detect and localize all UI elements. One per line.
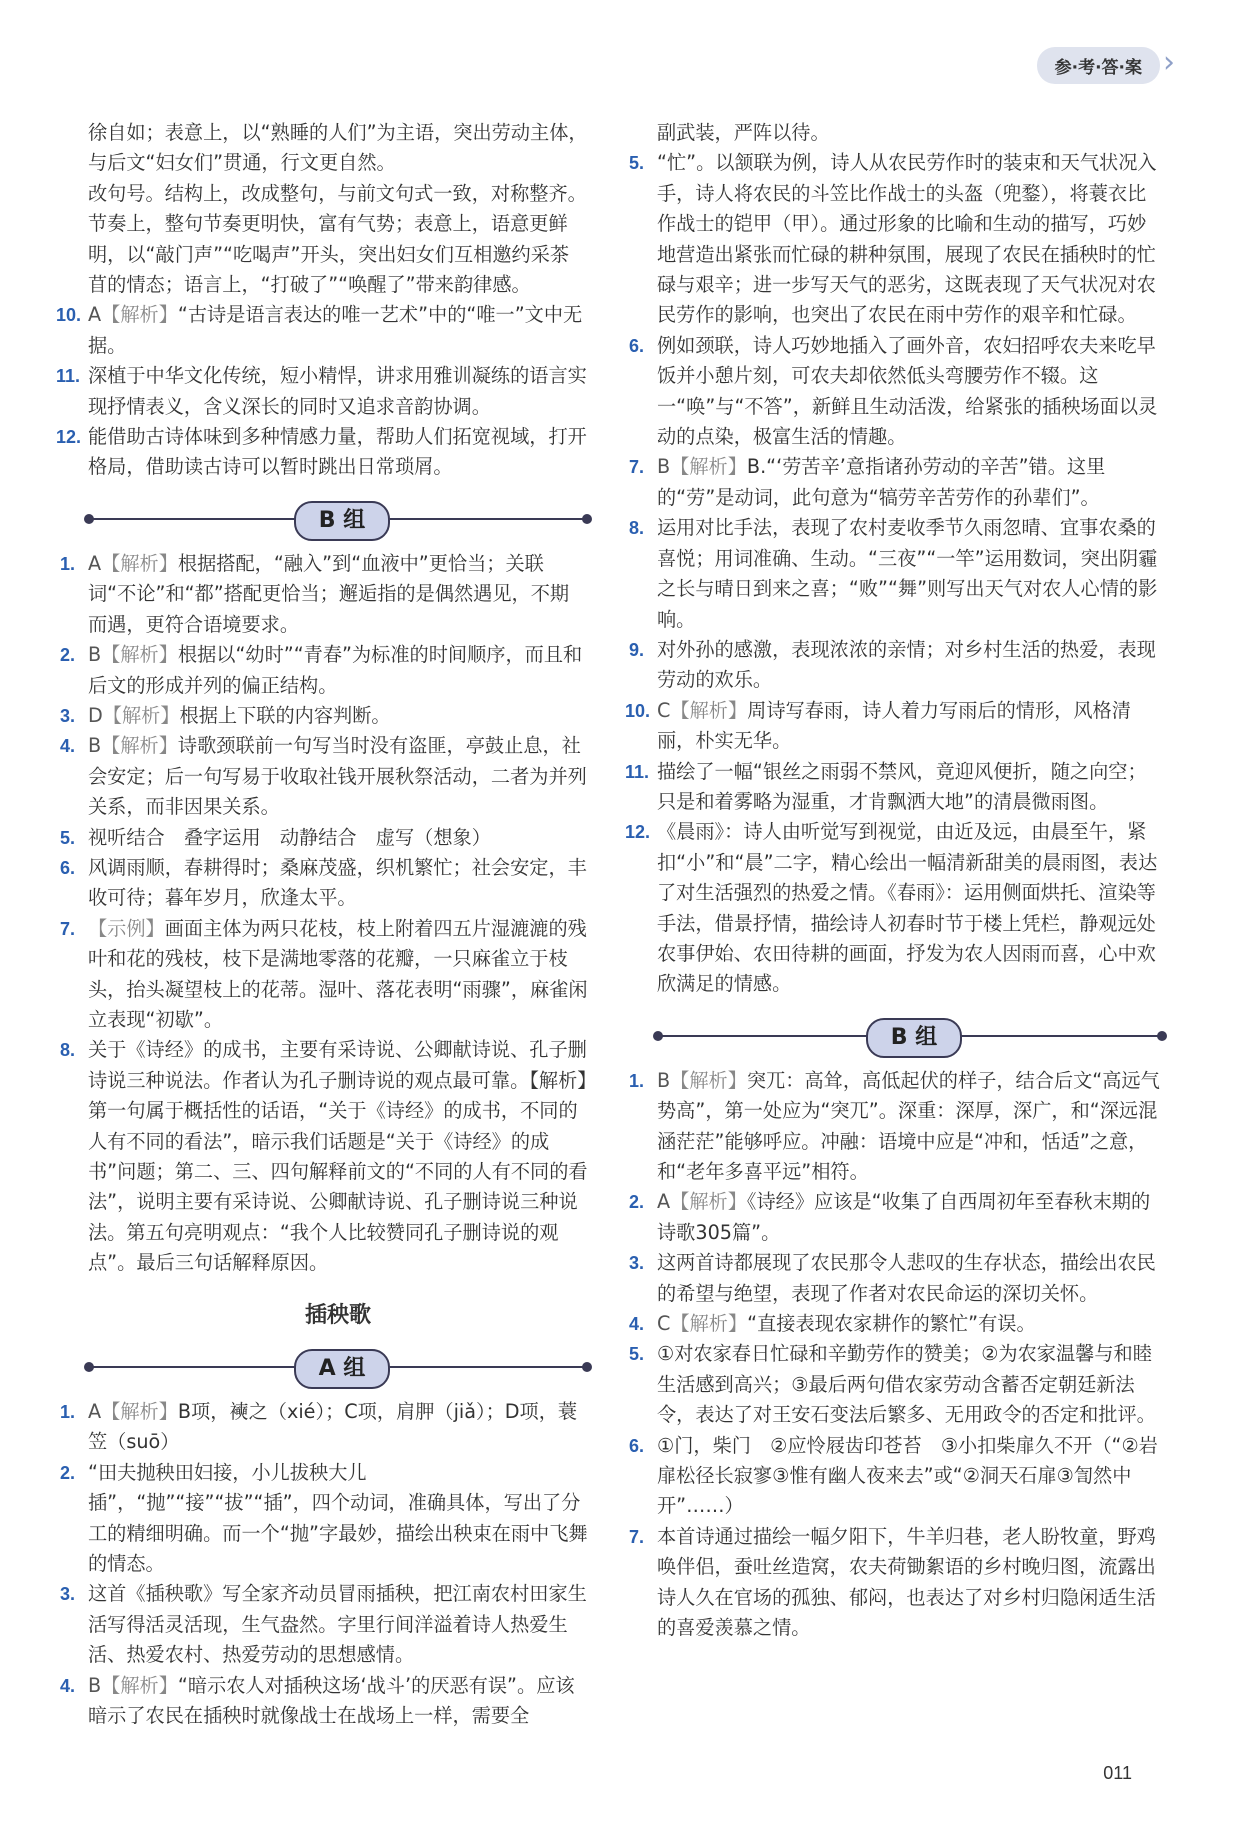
item-number: 1. xyxy=(60,553,76,574)
item-number: 10. xyxy=(625,700,651,721)
analysis-tag: 【解析】 xyxy=(670,455,747,479)
answer-text: 本首诗通过描绘一幅夕阳下，牛羊归巷，老人盼牧童，野鸡唤伴侣，蚕吐丝造窝，农夫荷锄絮语的乡村晚归图，流露出诗人久在官场的孤独、郁闷，也表达了对乡村归隐闲适生活的喜爱羡慕之情。 xyxy=(657,1524,1156,1640)
answer-item xyxy=(60,549,588,640)
analysis-tag: 【解析】 xyxy=(101,1673,178,1697)
analysis-tag: 【解析】 xyxy=(670,1068,747,1092)
answer-letter: B xyxy=(88,1673,102,1697)
answer-text: 根据以“幼时”“青春”为标准的时间顺序，而且和后文的形成并列的偏正结构。 xyxy=(88,643,583,697)
answer-letter: C xyxy=(657,698,671,722)
group-badge: A 组 xyxy=(294,1349,390,1389)
answer-item xyxy=(629,148,1163,330)
answer-text: 视听结合 叠字运用 动静结合 虚写（想象） xyxy=(88,825,491,849)
answer-text: “古诗是语言表达的唯一艺术”中的“唯一”文中无据。 xyxy=(88,303,583,357)
answer-text: 描绘了一幅“银丝之雨弱不禁风，竟迎风便折，随之向空；只是和着雾略为湿重，才肯飘洒大地”的清晨微雨图。 xyxy=(657,759,1147,813)
answer-letter: B xyxy=(657,1068,671,1092)
answer-text: 《诗经》应该是“收集了自西周初年至春秋末期的诗歌305篇”。 xyxy=(657,1190,1151,1244)
item-number: 11. xyxy=(56,366,81,387)
item-number: 12. xyxy=(625,822,651,843)
answer-text: 这两首诗都展现了农民那令人悲叹的生存状态，描绘出农民的希望与绝望，表现了作者对农民命运的深切关怀。 xyxy=(657,1251,1156,1305)
group-divider xyxy=(60,1347,588,1387)
answer-item xyxy=(60,640,588,701)
answer-item xyxy=(629,331,1163,453)
answer-item xyxy=(60,1579,588,1670)
answer-text: “直接表现农家耕作的繁忙”有误。 xyxy=(747,1312,1036,1336)
answer-text: 根据搭配，“融入”到“血液中”更恰当；关联词“不论”和“都”搭配更恰当；邂逅指的是偶然遇见，不期而遇，更符合语境要求。 xyxy=(88,551,570,636)
answer-item xyxy=(629,1431,1163,1522)
item-number: 4. xyxy=(629,1314,645,1335)
item-number: 4. xyxy=(60,736,76,757)
analysis-tag: 【解析】 xyxy=(101,643,178,667)
answer-item xyxy=(56,300,588,361)
analysis-tag: 【解析】 xyxy=(101,551,178,575)
answer-letter: D xyxy=(88,703,103,727)
answer-text: 《晨雨》：诗人由听觉写到视觉，由近及远，由晨至午，紧扣“小”和“晨”二字，精心绘出一幅清新甜美的晨雨图，表达了对生活强烈的热爱之情。《春雨》：运用侧面烘托、渲染等手法，借景抒情，描绘诗人初春时节于楼上凭栏，静观远处农事伊始、农田待耕的画面，抒发为农人因雨而喜，心中欢欣满足的情感。 xyxy=(657,820,1158,996)
answer-letter: A xyxy=(88,303,102,327)
answer-item xyxy=(60,1397,588,1458)
answer-item xyxy=(60,731,588,822)
answer-text: 画面主体为两只花枝，枝上附着四五片湿漉漉的残叶和花的残枝，枝下是满地零落的花瓣，一只麻雀立于枝头，抬头凝望枝上的花蒂。湿叶、落花表明“雨骤”，麻雀闲立表现“初歇”。 xyxy=(88,916,588,1031)
answer-item xyxy=(629,1339,1163,1430)
answer-text: 深植于中华文化传统，短小精悍，讲求用雅训凝练的语言实现抒情表义，含义深长的同时又追求音韵协调。 xyxy=(88,364,587,418)
answer-item xyxy=(60,701,588,731)
item-number: 9. xyxy=(629,639,645,660)
answer-text: 关于《诗经》的成书，主要有采诗说、公卿献诗说、孔子删诗说三种说法。作者认为孔子删诗说的观点最可靠。【解析】第一句属于概括性的话语，“关于《诗经》的成书，不同的人有不同的看法”，暗示我们话题是“关于《诗经》的成书”问题；第二、三、四句解释前文的“不同的人有不同的看法”，说明主要有采诗说、公卿献诗说、孔子删诗说三种说法。第五句亮明观点：“我个人比较赞同孔子删诗说的观点”。最后三句话解释原因。 xyxy=(88,1038,588,1275)
page-number: 011 xyxy=(1103,1763,1132,1783)
answer-text: “田夫抛秧田妇接，小儿拔秧大儿插”，“抛”“接”“拔”“插”，四个动词，准确具体，写出了分工的精细明确。而一个“抛”字最妙，描绘出秧束在雨中飞舞的情态。 xyxy=(88,1460,588,1576)
group-badge: B 组 xyxy=(294,501,390,541)
analysis-tag: 【解析】 xyxy=(101,303,178,327)
item-number: 3. xyxy=(60,705,76,726)
item-number: 7. xyxy=(629,1526,645,1547)
answer-item xyxy=(629,1187,1163,1248)
answer-text: “忙”。以颔联为例，诗人从农民劳作时的装束和天气状况入手，诗人将农民的斗笠比作战士的头盔（兜鍪），将蓑衣比作战士的铠甲（甲）。通过形象的比喻和生动的描写，巧妙地营造出紧张而忙碌的耕种氛围，展现了农民在插秧时的忙碌与艰辛；进一步写天气的恶劣，这既表现了天气状况对农民劳作的影响，也突出了农民在雨中劳作的艰辛和忙碌。 xyxy=(657,151,1157,327)
item-number: 2. xyxy=(60,645,76,666)
item-number: 8. xyxy=(629,518,645,539)
item-number: 7. xyxy=(629,457,645,478)
analysis-tag: 【解析】 xyxy=(101,734,178,758)
answer-item xyxy=(629,1066,1163,1188)
answer-text: 风调雨顺，春耕得时；桑麻茂盛，织机繁忙；社会安定，丰收可待；暮年岁月，欣逢太平。 xyxy=(88,855,587,910)
answer-item xyxy=(60,853,588,914)
answer-item xyxy=(629,1522,1163,1644)
item-number: 1. xyxy=(629,1070,645,1091)
continuation-text: 徐自如；表意上，以“熟睡的人们”为主语，突出劳动主体，与后文“妇女们”贯通，行文更自然。 xyxy=(88,121,588,175)
item-number: 6. xyxy=(60,857,76,878)
analysis-tag: 【解析】 xyxy=(670,1312,748,1336)
answer-text: 这首《插秧歌》写全家齐动员冒雨插秧，把江南农村田家生活写得活灵活现，生气盎然。字里行间洋溢着诗人热爱生活、热爱农村、热爱劳动的思想感情。 xyxy=(88,1582,587,1667)
section-title: 插秧歌 xyxy=(304,1302,371,1328)
answer-item xyxy=(60,1671,588,1732)
item-number: 3. xyxy=(629,1253,645,1274)
answer-item xyxy=(60,1035,588,1278)
item-number: 12. xyxy=(56,427,82,448)
answer-text: “暗示农人对插秧这场‘战斗’的厌恶有误”。应该暗示了农民在插秧时就像战士在战场上一样，需要全 xyxy=(88,1673,575,1728)
answer-text: 例如颈联，诗人巧妙地插入了画外音，农妇招呼农夫来吃早饭并小憩片刻，可农夫却依然低头弯腰劳作不辍。这一“唤”与“不答”，新鲜且生动活泼，给紧张的插秧场面以灵动的点染，极富生活的情趣。 xyxy=(657,333,1158,449)
answer-item xyxy=(60,1458,588,1580)
answer-text: B项，襫之（xié）；C项，肩胛（jiǎ）；D项，蓑笠（suō） xyxy=(88,1400,578,1454)
item-number: 5. xyxy=(60,827,76,848)
item-number: 11. xyxy=(625,761,650,782)
answer-item xyxy=(60,823,588,853)
item-number: 3. xyxy=(60,1584,76,1605)
answer-item xyxy=(629,1248,1163,1309)
item-number: 2. xyxy=(629,1192,645,1213)
answer-letter: A xyxy=(657,1190,671,1214)
answer-text: 运用对比手法，表现了农村麦收季节久雨忽晴、宜事农桑的喜悦；用词准确、生动。“三夜”“一竿”运用数词，突出阴霾之长与晴日到来之喜；“败”“舞”则写出天气对农人心情的影响。 xyxy=(657,516,1158,631)
answer-letter: A xyxy=(88,551,102,575)
answer-item xyxy=(625,757,1163,818)
answer-item xyxy=(56,422,588,483)
answer-letter: B xyxy=(88,643,102,667)
item-number: 1. xyxy=(60,1402,76,1423)
answer-text: 诗歌颈联前一句写当时没有盗匪，亭鼓止息，社会安定；后一句写易于收取社钱开展秋祭活动，二者为并列关系，而非因果关系。 xyxy=(88,734,587,819)
answer-text: B.“‘劳苦辛’意指诸孙劳动的辛苦”错。这里的“劳”是动词，此句意为“犒劳辛苦劳作的孙辈们”。 xyxy=(657,455,1106,509)
answer-text: ①对农家春日忙碌和辛勤劳作的赞美；②为农家温馨与和睦生活感到高兴；③最后两句借农家劳动含蓄否定朝廷新法令，表达了对王安石变法后繁多、无用政令的否定和批评。 xyxy=(657,1342,1156,1427)
answer-item xyxy=(629,452,1163,513)
answer-item xyxy=(629,635,1163,696)
header-label: 参·考·答·案 xyxy=(1037,47,1160,84)
answer-letter: A xyxy=(88,1400,102,1424)
item-number: 10. xyxy=(56,305,82,326)
answer-text: 能借助古诗体味到多种情感力量，帮助人们拓宽视域，打开格局，借助读古诗可以暂时跳出日常琐屑。 xyxy=(88,425,587,479)
answer-text: 周诗写春雨，诗人着力写雨后的情形，风格清丽，朴实无华。 xyxy=(657,698,1131,753)
answer-item xyxy=(629,1309,1163,1339)
answer-text: ①门，柴门 ②应怜屐齿印苍苔 ③小扣柴扉久不开（“②岩扉松径长寂寥③惟有幽人夜来去”或“②洞天石扉③訇然中开”……） xyxy=(657,1433,1158,1518)
item-number: 5. xyxy=(629,153,645,174)
continuation-text: 副武装，严阵以待。 xyxy=(657,121,830,144)
answer-text: 突兀：高耸，高低起伏的样子，结合后文“高远气势高”，第一处应为“突兀”。深重：深厚，深广，和“深远混涵茫茫”能够呼应。冲融：语境中应是“冲和，恬适”之意，和“老年多喜平远”相符。 xyxy=(657,1068,1160,1183)
answer-item xyxy=(625,696,1163,757)
answer-letter: C xyxy=(657,1312,671,1336)
analysis-tag: 【解析】 xyxy=(102,703,180,727)
item-number: 2. xyxy=(60,1462,76,1483)
group-divider xyxy=(60,499,588,539)
answer-item xyxy=(56,361,588,422)
chevron-right-icon: › xyxy=(1163,45,1175,80)
answer-text: 根据上下联的内容判断。 xyxy=(179,703,391,727)
answer-item xyxy=(625,817,1163,999)
continuation-text: 改句号。结构上，改成整句，与前文句式一致，对称整齐。节奏上，整句节奏更明快，富有气势；表意上，语意更鲜明，以“敲门声”“吃喝声”开头，突出妇女们互相邀约采茶苜的情态；语言上，“打破了”“唤醒了”带来韵律感。 xyxy=(88,181,587,297)
item-number: 8. xyxy=(60,1040,76,1061)
answer-text: 对外孙的感激，表现浓浓的亲情；对乡村生活的热爱，表现劳动的欢乐。 xyxy=(657,637,1156,692)
example-tag: 【示例】 xyxy=(88,916,165,940)
item-number: 7. xyxy=(60,918,76,939)
item-number: 6. xyxy=(629,1435,645,1456)
analysis-tag: 【解析】 xyxy=(670,698,748,722)
analysis-tag: 【解析】 xyxy=(101,1400,178,1424)
answer-item xyxy=(60,914,588,1036)
group-badge: B 组 xyxy=(866,1018,962,1058)
item-number: 5. xyxy=(629,1344,645,1365)
answer-item xyxy=(629,513,1163,635)
answer-letter: B xyxy=(88,734,102,758)
right-column xyxy=(625,118,1163,1644)
group-divider xyxy=(629,1016,1163,1056)
left-column xyxy=(56,118,588,1732)
answer-letter: B xyxy=(657,455,671,479)
item-number: 4. xyxy=(60,1675,76,1696)
item-number: 6. xyxy=(629,335,645,356)
analysis-tag: 【解析】 xyxy=(670,1190,747,1214)
